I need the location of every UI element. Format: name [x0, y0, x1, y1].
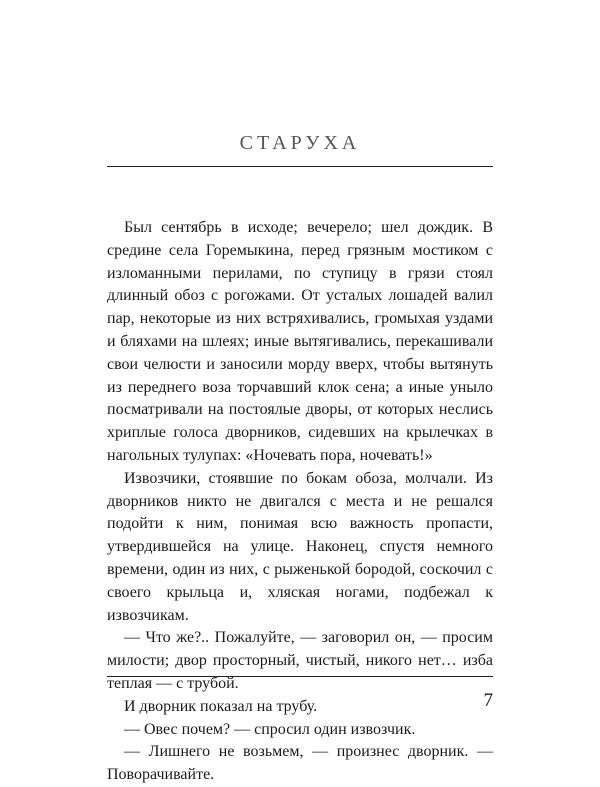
- top-rule: [107, 166, 493, 167]
- paragraph: — Овес почем? — спросил один извозчик.: [124, 720, 416, 738]
- paragraph: — Лишнего не возьмем, — произнес дворник. — Поворачивайте.: [107, 743, 493, 784]
- bottom-rule: [107, 676, 493, 677]
- paragraph: — Что же?.. Пожалуйте, — заговорил он, — просим милости; двор просторный, чистый, никого нет… изба теплая — с трубой.: [107, 629, 493, 692]
- paragraph: Был сентябрь в исходе; вечерело; шел дождик. В средине села Горемыкина, перед грязным мостиком с изломанными перилами, по ступицу в грязи стоял длинный обоз с рогожами. От усталых лошадей валил пар, некоторые из них встряхивались, громыхая уздами и бляхами на шлеях; иные вытягивались, перекашивали свои челюсти и заносили морду вверх, чтобы вытянуть из переднего воза торчавший клок сена; а иные уныло посматривали на постоялые дворы, от которых неслись хриплые голоса дворников, сидевших на крылечках в нагольных тулупах: «Ночевать пора, ночевать!»: [107, 219, 493, 464]
- page-number: 7: [483, 690, 493, 711]
- paragraph: Извозчики, стоявшие по бокам обоза, молчали. Из дворников никто не двигался с места и не решался подойти к ним, понимая всю важность пропасти, утвердившейся на улице. Наконец, спустя немного времени, один из них, с рыженькой бородой, соскочил с своего крыльца и, хляская ногами, подбежал к извозчикам.: [107, 469, 493, 624]
- paragraph: И дворник показал на трубу.: [124, 697, 318, 715]
- chapter-title: СТАРУХА: [239, 132, 361, 154]
